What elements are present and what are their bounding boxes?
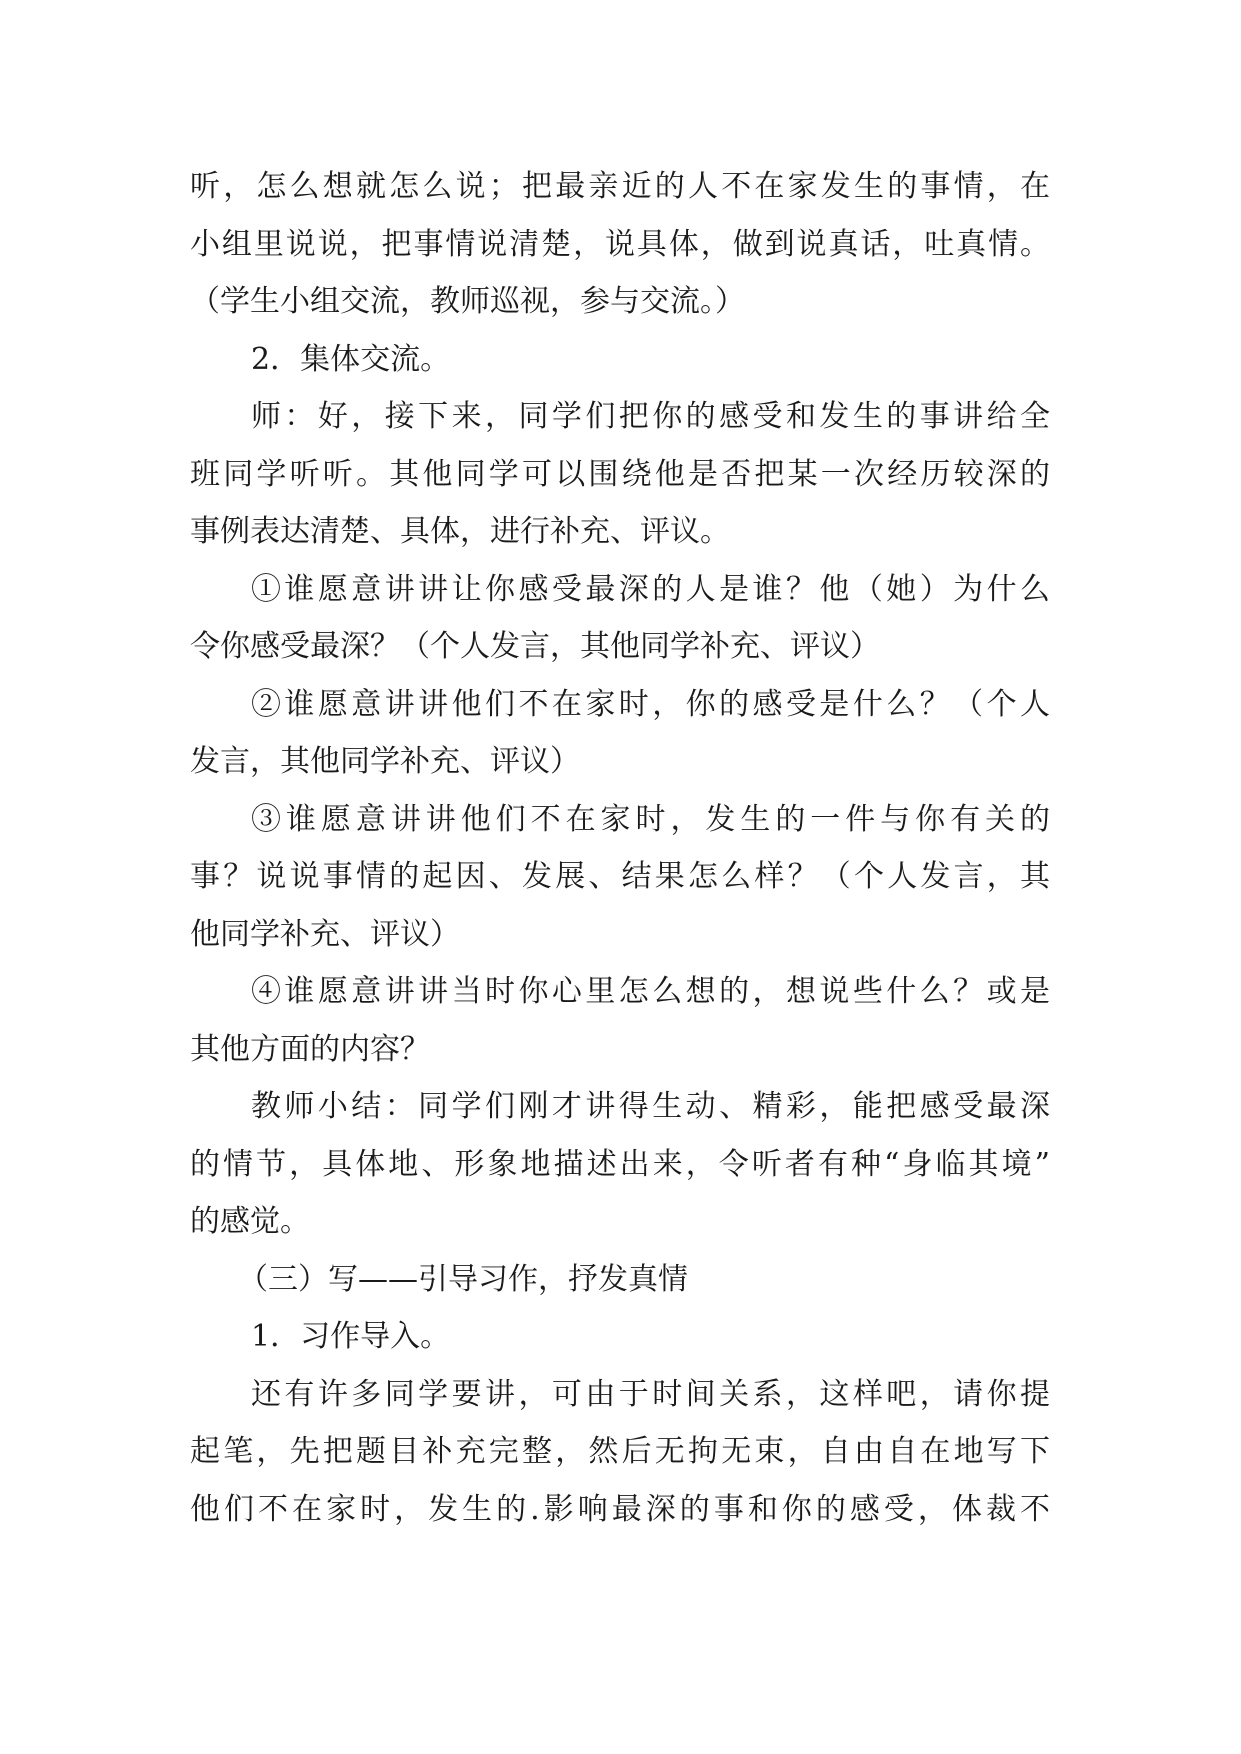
text-line: 的情节，具体地、形象地描述出来，令听者有种“身临其境” — [190, 1146, 1050, 1182]
text-line: 他同学补充、评议） — [190, 916, 460, 952]
section-heading: （三）写——引导习作，抒发真情 — [238, 1261, 688, 1297]
text-line: 教师小结：同学们刚才讲得生动、精彩，能把感受最深 — [251, 1089, 1050, 1124]
text-line: 他们不在家时，发生的.影响最深的事和你的感受，体裁不 — [190, 1491, 1050, 1527]
text-line: 令你感受最深？（个人发言，其他同学补充、评议） — [190, 629, 880, 664]
text-line: ①谁愿意讲讲让你感受最深的人是谁？他（她）为什么 — [251, 571, 1050, 607]
text-line: （学生小组交流，教师巡视，参与交流。） — [190, 284, 745, 319]
numbered-item: 1．习作导入。 — [251, 1319, 451, 1354]
text-line: 其他方面的内容？ — [190, 1031, 430, 1067]
text-line: 师：好，接下来，同学们把你的感受和发生的事讲给全 — [251, 399, 1050, 434]
text-line: 小组里说说，把事情说清楚，说具体，做到说真话，吐真情。 — [190, 226, 1050, 262]
text-line: 事例表达清楚、具体，进行补充、评议。 — [190, 514, 730, 549]
text-line: 听，怎么想就怎么说；把最亲近的人不在家发生的事情，在 — [190, 169, 1050, 204]
text-line: 班同学听听。其他同学可以围绕他是否把某一次经历较深的 — [190, 456, 1050, 492]
document-body — [190, 158, 1050, 1538]
text-line: ②谁愿意讲讲他们不在家时，你的感受是什么？（个人 — [251, 686, 1050, 722]
text-line: ④谁愿意讲讲当时你心里怎么想的，想说些什么？或是 — [251, 974, 1050, 1009]
text-line: 事？说说事情的起因、发展、结果怎么样？（个人发言，其 — [190, 859, 1050, 894]
text-line: 还有许多同学要讲，可由于时间关系，这样吧，请你提 — [251, 1376, 1050, 1412]
text-line: 发言，其他同学补充、评议） — [190, 744, 580, 779]
text-line: ③谁愿意讲讲他们不在家时，发生的一件与你有关的 — [251, 801, 1050, 837]
text-line: 的感觉。 — [190, 1204, 310, 1239]
numbered-item: 2．集体交流。 — [251, 341, 451, 377]
text-line: 起笔，先把题目补充完整，然后无拘无束，自由自在地写下 — [190, 1434, 1050, 1469]
